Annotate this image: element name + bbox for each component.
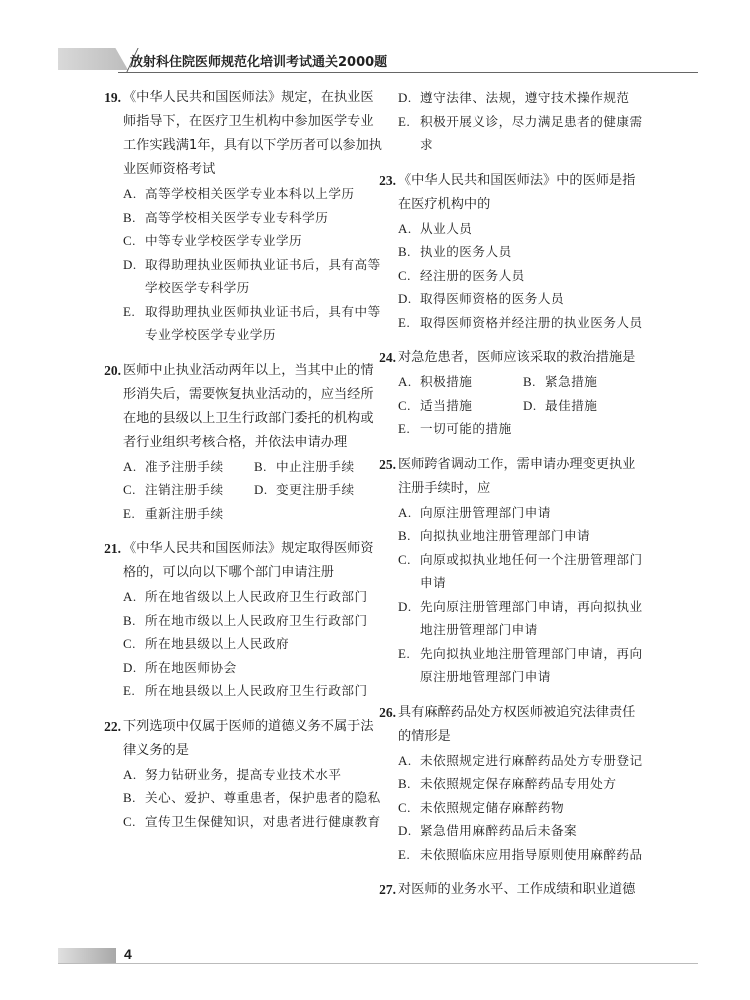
- question: [379, 453, 648, 689]
- answer-option: [398, 772, 648, 796]
- option-text: 所在地县级以上人民政府卫生行政部门: [145, 683, 368, 698]
- question-stem: [379, 453, 648, 501]
- option-text: 经注册的医务人员: [420, 267, 525, 283]
- option-letter: B.: [398, 244, 411, 259]
- answer-option: [398, 217, 648, 241]
- option-text: 积极措施: [420, 374, 473, 389]
- option-text: 所在地市级以上人民政府卫生行政部门: [145, 612, 368, 628]
- answer-option: [398, 311, 648, 335]
- option-letter: A.: [123, 766, 137, 782]
- option-text: 从业人员: [420, 220, 473, 236]
- answer-option: [123, 763, 385, 787]
- answer-option: [123, 786, 385, 810]
- answer-option: [398, 595, 648, 642]
- option-text: 高等学校相关医学专业专科学历: [145, 209, 329, 225]
- question-text: 《中华人民共和国医师法》规定取得医师资格的，可以向以下哪个部门申请注册: [123, 541, 374, 580]
- option-text: 向原注册管理部门申请: [420, 504, 551, 520]
- question-text: 《中华人民共和国医师法》中的医师是指在医疗机构中的: [398, 172, 636, 212]
- answer-option: [123, 300, 385, 347]
- option-letter: B.: [398, 528, 411, 543]
- option-text: 取得医师资格的医务人员: [420, 291, 565, 306]
- option-text: 变更注册手续: [276, 482, 355, 497]
- answer-option: [123, 810, 385, 834]
- option-letter: E.: [398, 645, 411, 661]
- option-text: 中止注册手续: [276, 458, 355, 474]
- option-letter: B.: [254, 458, 267, 474]
- question-number: 25.: [379, 456, 396, 472]
- option-letter: C.: [123, 813, 136, 829]
- question-stem: [104, 86, 385, 182]
- answer-option: [398, 264, 648, 288]
- option-letter: A.: [398, 752, 412, 768]
- answer-option: [254, 455, 385, 479]
- question-stem: [379, 346, 648, 370]
- option-text: 所在地省级以上人民政府卫生行政部门: [145, 589, 368, 604]
- question-text: 医师中止执业活动两年以上，当其中止的情形消失后，需要恢复执业活动的，应当经所在地的县级以上卫生行政部门委托的机构或者行业组织考核合格，并依法申请办理: [123, 362, 374, 450]
- option-letter: B.: [123, 790, 136, 805]
- option-letter: D.: [398, 90, 412, 105]
- option-text: 取得医师资格并经注册的执业医务人员: [420, 314, 643, 330]
- header-rule: [118, 72, 698, 73]
- option-row: [398, 394, 648, 418]
- option-letter: E.: [398, 314, 411, 330]
- option-text: 宣传卫生保健知识，对患者进行健康教育: [145, 813, 381, 829]
- question-text: 《中华人民共和国医师法》规定，在执业医师指导下，在医疗卫生机构中参加医学专业工作实践满1年，具有以下学历者可以参加执业医师资格考试: [123, 90, 382, 177]
- option-text: 一切可能的措施: [420, 421, 512, 436]
- answer-option: [123, 182, 385, 206]
- question: [379, 878, 648, 902]
- option-text: 努力钻研业务，提高专业技术水平: [145, 766, 342, 782]
- option-letter: A.: [123, 589, 137, 604]
- question-number: 20.: [104, 362, 121, 378]
- answer-option: [398, 819, 648, 843]
- answer-option: [123, 502, 385, 526]
- option-letter: B.: [523, 374, 536, 389]
- option-letter: E.: [398, 846, 411, 862]
- option-letter: D.: [123, 659, 137, 675]
- answer-option: [398, 548, 648, 595]
- option-text: 取得助理执业医师执业证书后，具有中等专业学校医学专业学历: [145, 303, 381, 342]
- option-letter: B.: [123, 612, 136, 628]
- question: [104, 359, 385, 526]
- option-row: [123, 478, 385, 502]
- question-number: 19.: [104, 90, 121, 105]
- option-letter: E.: [398, 421, 411, 436]
- option-text: 所在地医师协会: [145, 659, 237, 675]
- option-text: 最佳措施: [545, 397, 598, 413]
- option-letter: C.: [123, 233, 136, 248]
- option-letter: A.: [398, 504, 412, 520]
- right-column: [379, 86, 648, 914]
- question: [104, 86, 385, 347]
- answer-option: [398, 524, 648, 548]
- question-stem: [379, 169, 648, 217]
- question-text: 下列选项中仅属于医师的道德义务不属于法律义务的是: [123, 718, 374, 758]
- option-text: 先向原注册管理部门申请，再向拟执业地注册管理部门申请: [420, 598, 643, 637]
- answer-option: [123, 585, 385, 609]
- option-letter: D.: [398, 598, 412, 614]
- answer-option: [123, 206, 385, 230]
- answer-option: [398, 370, 523, 394]
- option-text: 中等专业学校医学专业学历: [145, 233, 303, 248]
- question-number: 22.: [104, 718, 121, 734]
- option-text: 先向拟执业地注册管理部门申请，再向原注册地管理部门申请: [420, 645, 643, 684]
- option-letter: C.: [123, 636, 136, 651]
- question-number: 24.: [379, 350, 396, 365]
- option-text: 未依照规定保存麻醉药品专用处方: [420, 776, 617, 791]
- book-title: 放射科住院医师规范化培训考试通关2000题: [130, 55, 388, 70]
- answer-option: [123, 253, 385, 300]
- answer-option: [523, 370, 648, 394]
- question-number: 21.: [104, 541, 121, 556]
- answer-option: [398, 642, 648, 689]
- option-letter: E.: [123, 683, 136, 698]
- answer-option: [123, 679, 385, 703]
- option-text: 向拟执业地注册管理部门申请: [420, 528, 591, 543]
- option-letter: A.: [398, 374, 412, 389]
- option-letter: D.: [123, 256, 137, 272]
- question-number: 26.: [379, 704, 396, 720]
- question-number: 23.: [379, 172, 396, 188]
- option-text: 注销注册手续: [145, 482, 224, 497]
- answer-option: [398, 110, 648, 157]
- option-text: 高等学校相关医学专业本科以上学历: [145, 186, 355, 201]
- option-letter: D.: [254, 482, 268, 497]
- option-letter: A.: [123, 458, 137, 474]
- question: [104, 715, 385, 834]
- question: [379, 169, 648, 335]
- option-letter: A.: [123, 186, 137, 201]
- answer-option: [123, 478, 254, 502]
- option-letter: A.: [398, 220, 412, 236]
- option-letter: B.: [398, 776, 411, 791]
- answer-option: [523, 394, 648, 418]
- option-text: 执业的医务人员: [420, 244, 512, 259]
- option-letter: E.: [398, 113, 411, 129]
- option-letter: C.: [398, 397, 411, 413]
- answer-option: [254, 478, 385, 502]
- question: [104, 537, 385, 703]
- running-header: [58, 48, 698, 74]
- option-text: 未依照规定进行麻醉药品处方专册登记: [420, 752, 643, 768]
- option-row: [123, 455, 385, 479]
- option-letter: E.: [123, 303, 136, 319]
- option-text: 准予注册手续: [145, 458, 224, 474]
- footer-rule: [58, 963, 698, 964]
- question-text: 对医师的业务水平、工作成绩和职业道德: [398, 882, 636, 897]
- question-stem: [104, 359, 385, 455]
- option-text: 未依照临床应用指导原则使用麻醉药品: [420, 846, 643, 862]
- option-letter: E.: [123, 505, 136, 521]
- question: [398, 86, 648, 157]
- option-text: 积极开展义诊，尽力满足患者的健康需求: [420, 113, 643, 152]
- option-letter: C.: [398, 267, 411, 283]
- answer-option: [123, 656, 385, 680]
- answer-option: [398, 843, 648, 867]
- answer-option: [398, 749, 648, 773]
- option-text: 遵守法律、法规，遵守技术操作规范: [420, 90, 630, 105]
- option-row: [398, 370, 648, 394]
- answer-option: [398, 501, 648, 525]
- option-text: 重新注册手续: [145, 505, 224, 521]
- option-letter: C.: [398, 551, 411, 567]
- question: [379, 701, 648, 867]
- question-stem: [104, 715, 385, 763]
- option-letter: B.: [123, 209, 136, 225]
- option-letter: C.: [123, 482, 136, 497]
- option-letter: D.: [398, 291, 412, 306]
- option-text: 关心、爱护、尊重患者，保护患者的隐私: [145, 790, 381, 805]
- question-text: 具有麻醉药品处方权医师被追究法律责任的情形是: [398, 704, 636, 744]
- answer-option: [398, 86, 648, 110]
- option-text: 所在地县级以上人民政府: [145, 636, 290, 651]
- answer-option: [123, 455, 254, 479]
- question-text: 对急危患者，医师应该采取的救治措施是: [398, 350, 636, 365]
- answer-option: [398, 287, 648, 311]
- answer-option: [398, 796, 648, 820]
- option-text: 未依照规定储存麻醉药物: [420, 799, 565, 815]
- answer-option: [123, 229, 385, 253]
- answer-option: [398, 394, 523, 418]
- option-text: 适当措施: [420, 397, 473, 413]
- option-text: 向原或拟执业地任何一个注册管理部门申请: [420, 551, 643, 590]
- question-text: 医师跨省调动工作，需申请办理变更执业注册手续时，应: [398, 456, 636, 496]
- option-text: 紧急措施: [545, 374, 598, 389]
- question: [379, 346, 648, 441]
- footer-decoration: [58, 948, 116, 964]
- answer-option: [398, 240, 648, 264]
- option-text: 取得助理执业医师执业证书后，具有高等学校医学专科学历: [145, 256, 381, 295]
- option-letter: D.: [523, 397, 537, 413]
- page-number: 4: [124, 946, 132, 962]
- option-text: 紧急借用麻醉药品后未备案: [420, 823, 578, 838]
- answer-option: [123, 632, 385, 656]
- question-stem: [104, 537, 385, 585]
- answer-option: [123, 609, 385, 633]
- question-stem: [379, 701, 648, 749]
- option-letter: D.: [398, 823, 412, 838]
- left-column: [104, 86, 385, 845]
- question-number: 27.: [379, 882, 396, 897]
- question-stem: [379, 878, 648, 902]
- answer-option: [398, 417, 648, 441]
- option-letter: C.: [398, 799, 411, 815]
